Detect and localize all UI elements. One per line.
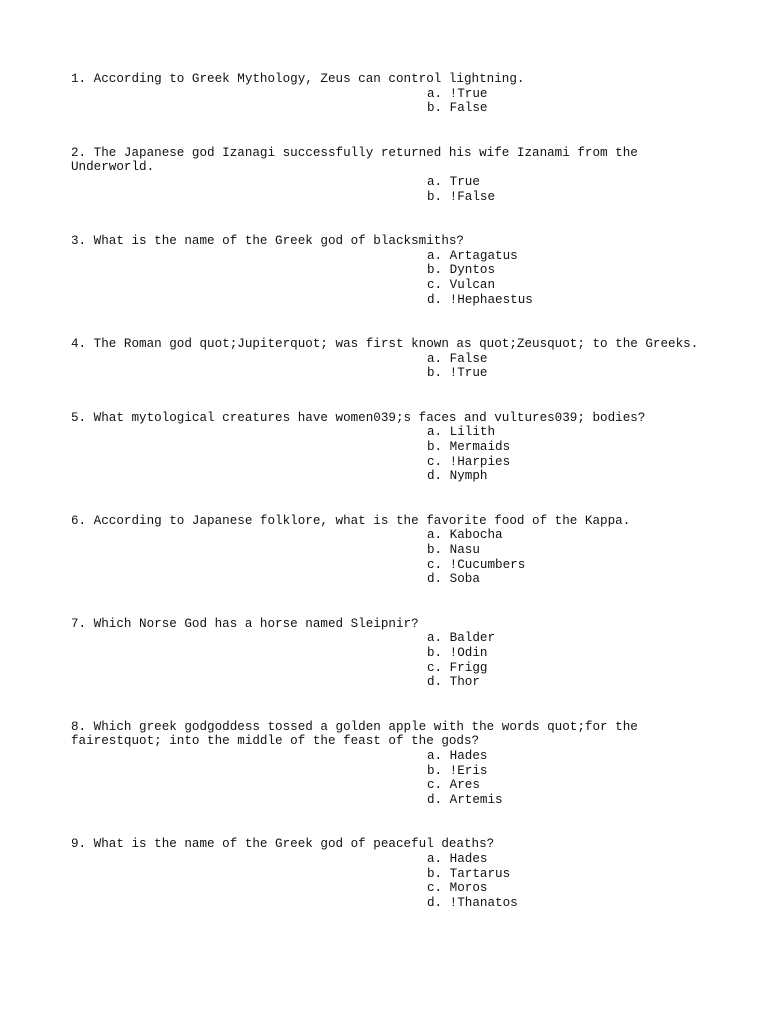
- question-text: 2. The Japanese god Izanagi successfully returned his wife Izanami from the Underworld.: [71, 145, 646, 175]
- question-9: [71, 837, 711, 911]
- answer-option: a. Balder: [427, 631, 496, 646]
- answer-options: [71, 87, 711, 116]
- quiz-document: [71, 72, 711, 940]
- question-7: [71, 617, 711, 691]
- answer-option: a. Hades: [427, 749, 488, 763]
- answer-option: a. Artagatus: [427, 248, 518, 263]
- question-text: 1. According to Greek Mythology, Zeus can control lightning.: [71, 72, 525, 86]
- answer-option: b. Nasu: [427, 542, 480, 557]
- answer-option: d. Artemis: [427, 793, 503, 808]
- question-text: 8. Which greek godgoddess tossed a golden apple with the words quot;for the fairestquot; into the middle of the feast of the gods?: [71, 719, 646, 749]
- question-2: [71, 146, 711, 205]
- question-8: [71, 720, 711, 808]
- answer-option: b. Dyntos: [427, 263, 496, 278]
- answer-option: d. !Hephaestus: [427, 292, 533, 307]
- question-5: [71, 411, 711, 485]
- answer-option: a. Lilith: [427, 425, 496, 440]
- answer-option: c. Moros: [427, 881, 488, 896]
- answer-option: b. !Odin: [427, 645, 488, 660]
- answer-option: a. True: [427, 175, 480, 190]
- question-3: [71, 234, 711, 308]
- answer-option: a. False: [427, 351, 488, 366]
- question-1: [71, 72, 711, 116]
- answer-option: b. False: [427, 101, 488, 116]
- answer-options: [71, 175, 711, 204]
- answer-options: [71, 631, 711, 690]
- answer-option: c. !Cucumbers: [427, 557, 526, 572]
- answer-option: b. !False: [427, 189, 496, 204]
- answer-options: [71, 249, 711, 308]
- answer-option: d. !Thanatos: [427, 896, 518, 911]
- answer-option: b. Mermaids: [427, 439, 511, 454]
- answer-option: c. !Harpies: [427, 454, 511, 469]
- question-text: 5. What mytological creatures have women039;s faces and vultures039; bodies?: [71, 410, 646, 425]
- question-text: 6. According to Japanese folklore, what is the favorite food of the Kappa.: [71, 513, 631, 528]
- answer-option: a. !True: [427, 86, 488, 101]
- answer-options: [71, 425, 711, 484]
- answer-option: a. Hades: [427, 852, 488, 867]
- question-text: 3. What is the name of the Greek god of blacksmiths?: [71, 233, 464, 248]
- answer-options: [71, 749, 711, 808]
- answer-option: a. Kabocha: [427, 528, 503, 543]
- question-text: 9. What is the name of the Greek god of peaceful deaths?: [71, 837, 495, 852]
- answer-option: b. !Eris: [427, 763, 488, 778]
- answer-option: d. Nymph: [427, 469, 488, 484]
- answer-options: [71, 528, 711, 587]
- answer-option: c. Ares: [427, 778, 480, 793]
- question-6: [71, 514, 711, 588]
- answer-options: [71, 352, 711, 381]
- answer-option: b. Tartarus: [427, 866, 511, 881]
- answer-option: b. !True: [427, 366, 488, 381]
- answer-option: d. Thor: [427, 675, 480, 690]
- answer-options: [71, 852, 711, 911]
- answer-option: c. Vulcan: [427, 278, 496, 293]
- question-4: [71, 337, 711, 381]
- question-text: 4. The Roman god quot;Jupiterquot; was first known as quot;Zeusquot; to the Greeks.: [71, 336, 699, 351]
- question-text: 7. Which Norse God has a horse named Sleipnir?: [71, 616, 419, 631]
- answer-option: d. Soba: [427, 572, 480, 587]
- answer-option: c. Frigg: [427, 660, 488, 675]
